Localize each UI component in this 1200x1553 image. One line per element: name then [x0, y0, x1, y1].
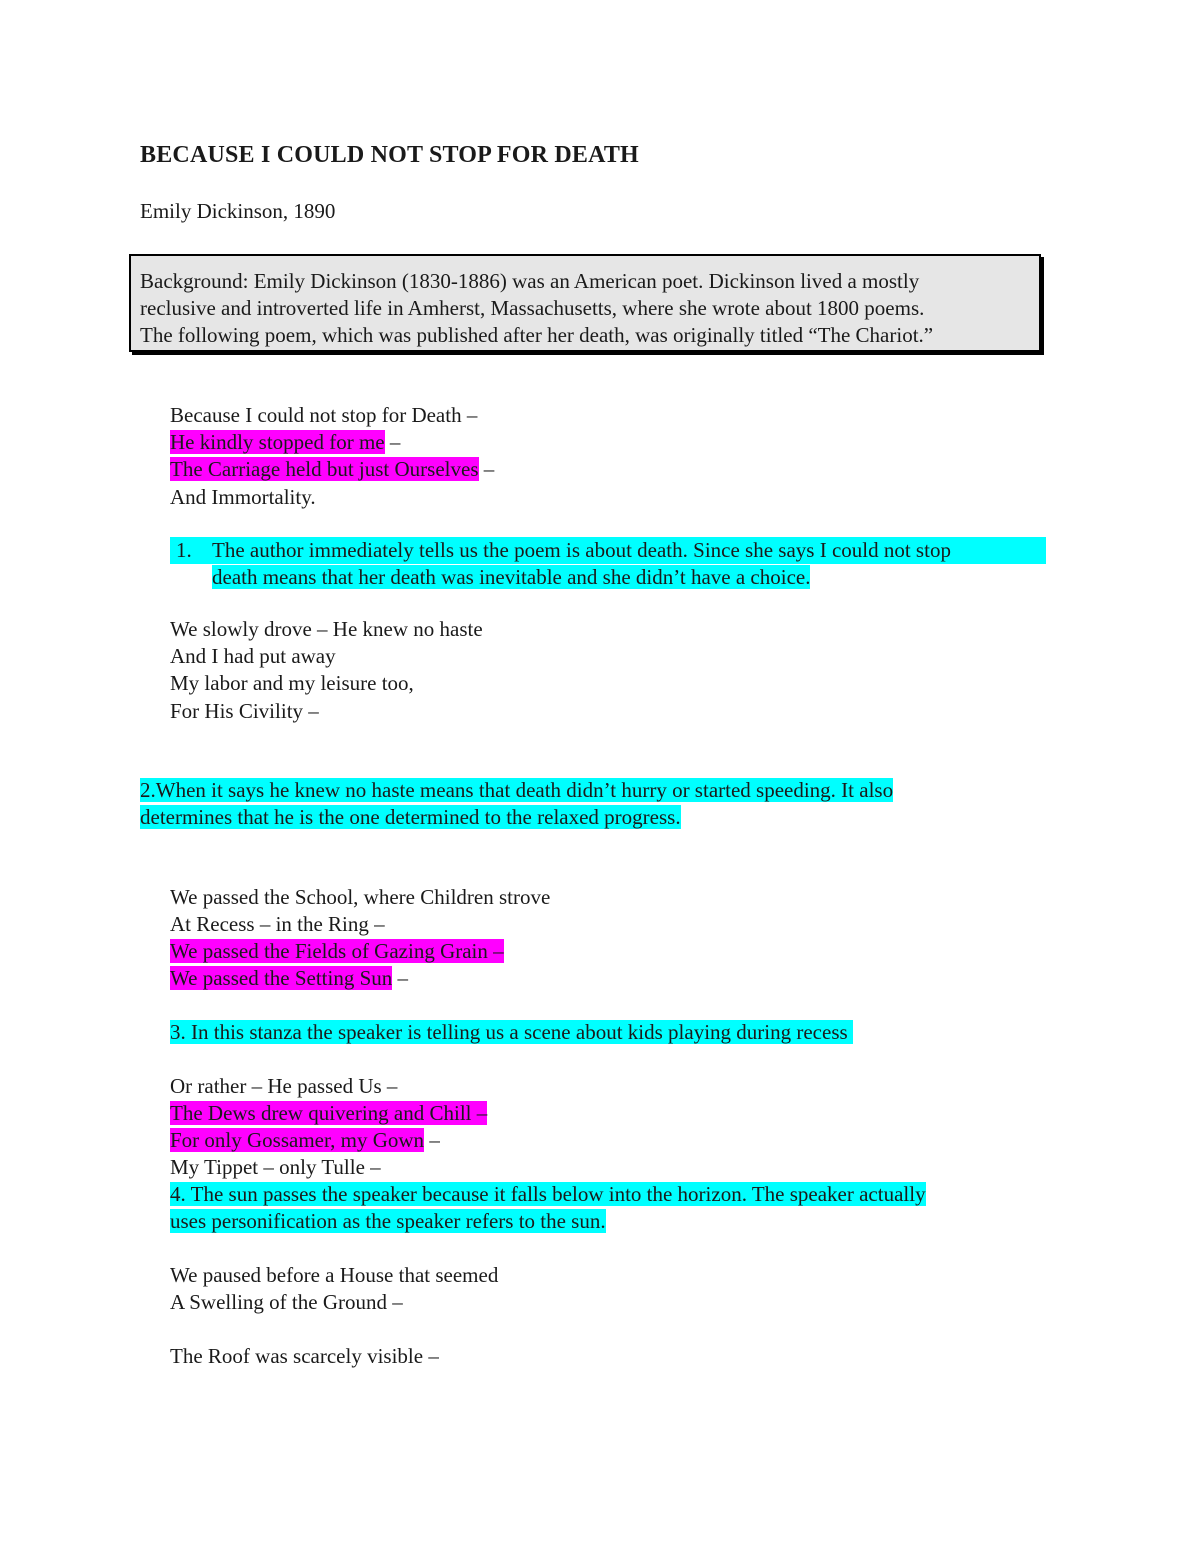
note-line: 1. The author immediately tells us the poem is about death. Since she says I could not stop — [170, 537, 1046, 564]
note-line: 2.When it says he knew no haste means that death didn’t hurry or started speeding. It also — [140, 778, 894, 802]
poem-line: We passed the School, where Children strove — [170, 885, 551, 909]
note-number: 1. — [176, 538, 192, 562]
highlighted-text: For only Gossamer, my Gown — [170, 1128, 425, 1152]
poem-line: For only Gossamer, my Gown – — [170, 1128, 440, 1152]
annotation-note: 3. In this stanza the speaker is telling us a scene about kids playing during recess — [170, 1019, 853, 1046]
poem-line: He kindly stopped for me – — [170, 430, 401, 454]
background-line: The following poem, which was published after her death, was originally titled “The Chariot.” — [140, 323, 934, 347]
poem-line: We paused before a House that seemed — [170, 1263, 499, 1287]
poem-line: The Carriage held but just Ourselves – — [170, 457, 495, 481]
background-box — [129, 254, 1041, 352]
poem-line: My labor and my leisure too, — [170, 671, 414, 695]
highlighted-text: We passed the Setting Sun — [170, 966, 393, 990]
highlighted-text: We passed the Fields of Gazing Grain – — [170, 939, 504, 963]
note-line: determines that he is the one determined to the relaxed progress. — [140, 805, 681, 829]
highlighted-text: The Dews drew quivering and Chill – — [170, 1101, 488, 1125]
poem-line: We slowly drove – He knew no haste — [170, 617, 483, 641]
highlighted-text: He kindly stopped for me — [170, 430, 385, 454]
poem-line: And I had put away — [170, 644, 336, 668]
poem-title: BECAUSE I COULD NOT STOP FOR DEATH — [140, 142, 639, 168]
poem-line: A Swelling of the Ground – — [170, 1290, 403, 1314]
poem-line: At Recess – in the Ring – — [170, 912, 385, 936]
background-line: Background: Emily Dickinson (1830-1886) was an American poet. Dickinson lived a mostly — [140, 269, 920, 293]
poem-line: My Tippet – only Tulle – — [170, 1155, 381, 1179]
poem-line: Because I could not stop for Death – — [170, 403, 478, 427]
poem-line: We passed the Setting Sun – — [170, 966, 409, 990]
poem-line: For His Civility – — [170, 699, 319, 723]
background-line: reclusive and introverted life in Amherst, Massachusetts, where she wrote about 1800 poems. — [140, 296, 925, 320]
note-line: death means that her death was inevitable and she didn’t have a choice. — [212, 565, 811, 589]
poem-line: Or rather – He passed Us – — [170, 1074, 398, 1098]
note-line: 4. The sun passes the speaker because it falls below into the horizon. The speaker actually — [170, 1182, 926, 1206]
poem-line: The Roof was scarcely visible – — [170, 1344, 439, 1368]
poem-line: And Immortality. — [170, 485, 316, 509]
highlighted-text: The Carriage held but just Ourselves — [170, 457, 479, 481]
poem-line — [170, 938, 504, 965]
poem-line — [170, 1100, 487, 1127]
author-byline: Emily Dickinson, 1890 — [140, 199, 336, 223]
note-line: uses personification as the speaker refers to the sun. — [170, 1209, 606, 1233]
